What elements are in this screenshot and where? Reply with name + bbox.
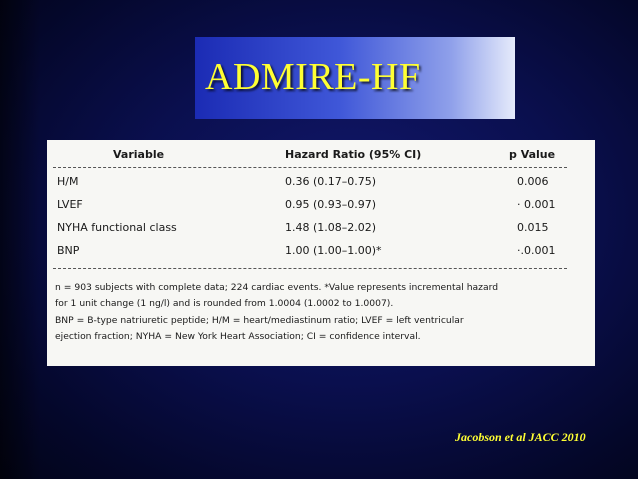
row-variable: BNP <box>57 244 80 257</box>
table-row <box>47 175 595 195</box>
table-row <box>47 221 595 241</box>
footnote-line: n = 903 subjects with complete data; 224 cardiac events. *Value represents incremental hazard <box>55 282 499 293</box>
row-p-value: 0.006 <box>517 175 549 188</box>
header-p-value: p Value <box>509 148 556 161</box>
left-edge-shade <box>0 0 40 479</box>
row-hazard-ratio: 0.36 (0.17–0.75) <box>285 175 377 188</box>
row-hazard-ratio: 1.00 (1.00–1.00)* <box>285 244 382 257</box>
row-hazard-ratio: 0.95 (0.93–0.97) <box>285 198 377 211</box>
table-row <box>47 198 595 218</box>
header-rule <box>53 167 567 168</box>
citation: Jacobson et al JACC 2010 <box>455 430 586 444</box>
row-hazard-ratio: 1.48 (1.08–2.02) <box>285 221 377 234</box>
footnote-line: BNP = B-type natriuretic peptide; H/M = heart/mediastinum ratio; LVEF = left ventricular <box>55 315 464 326</box>
row-p-value: ·.0.001 <box>517 244 556 257</box>
row-variable: LVEF <box>57 198 83 211</box>
slide-title: ADMIRE-HF <box>205 56 421 98</box>
row-variable: NYHA functional class <box>57 221 177 234</box>
header-hazard-ratio: Hazard Ratio (95% CI) <box>285 148 422 161</box>
row-p-value: 0.015 <box>517 221 549 234</box>
header-variable: Variable <box>113 148 165 161</box>
table-row <box>47 244 595 264</box>
row-p-value: · 0.001 <box>517 198 556 211</box>
footnote-line: ejection fraction; NYHA = New York Heart Association; CI = confidence interval. <box>55 331 421 342</box>
table-bottom-rule <box>53 268 567 269</box>
table-header-row <box>47 148 595 168</box>
footnote-line: for 1 unit change (1 ng/l) and is rounded from 1.0004 (1.0002 to 1.0007). <box>55 298 394 309</box>
results-table-image <box>47 140 595 366</box>
row-variable: H/M <box>57 175 79 188</box>
